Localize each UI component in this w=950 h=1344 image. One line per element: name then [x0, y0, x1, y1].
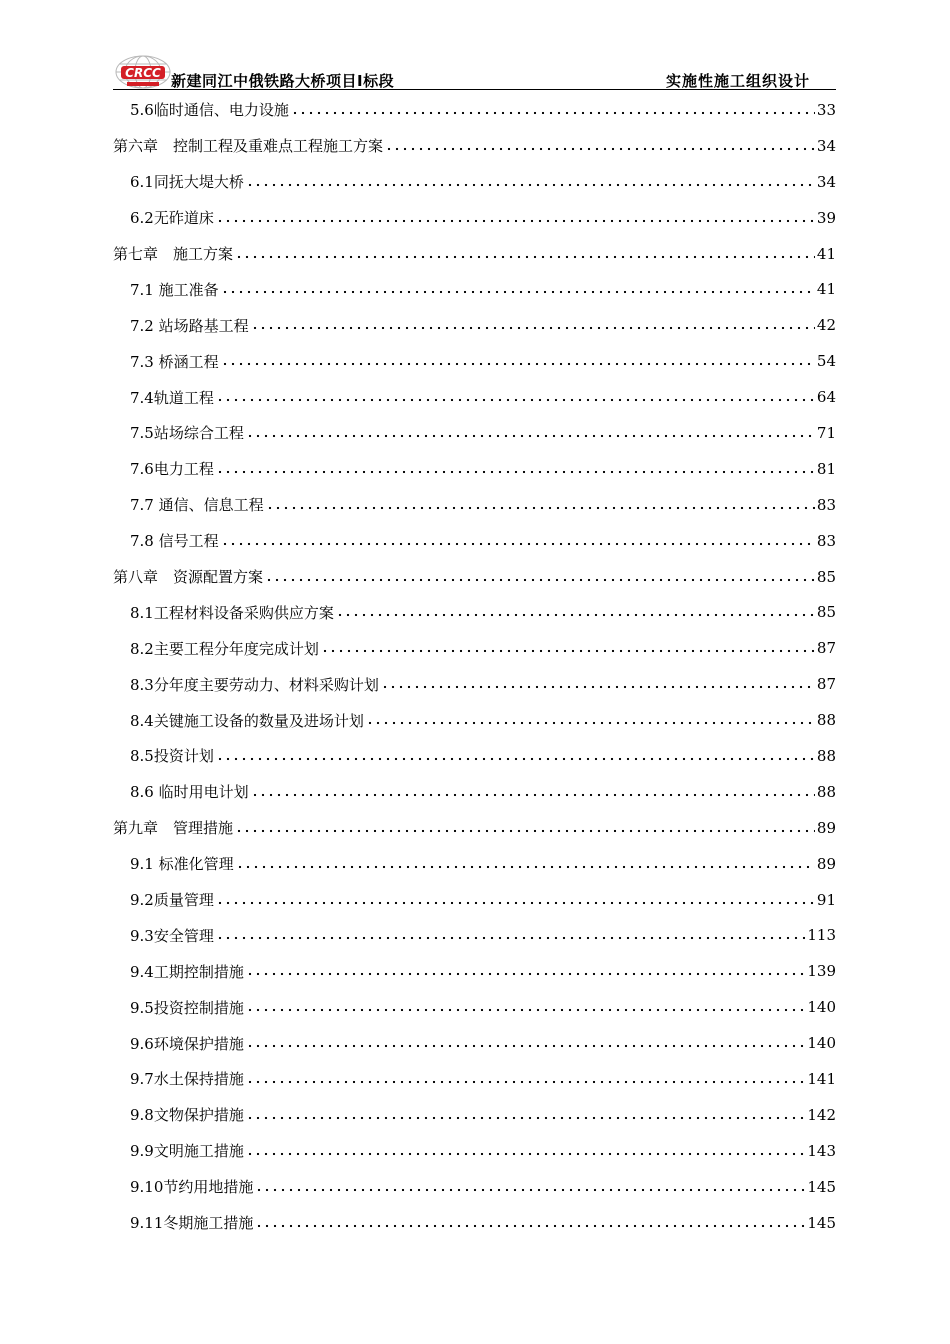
toc-page-number: 71 — [816, 423, 836, 442]
toc-dot-leader — [216, 751, 815, 761]
toc-page-number: 39 — [816, 208, 836, 227]
toc-dot-leader — [291, 105, 815, 115]
toc-page-number: 34 — [816, 172, 836, 191]
toc-section-entry[interactable] — [113, 415, 836, 451]
toc-page-number: 33 — [816, 100, 836, 119]
toc-page-number: 140 — [807, 998, 836, 1017]
toc-section-entry[interactable] — [113, 1025, 836, 1061]
toc-section-entry[interactable] — [113, 1097, 836, 1133]
toc-dot-leader — [246, 1110, 806, 1120]
toc-section-entry[interactable] — [113, 774, 836, 810]
toc-chapter-entry[interactable] — [113, 810, 836, 846]
toc-page-number: 81 — [816, 459, 836, 478]
toc-section-entry[interactable] — [113, 1061, 836, 1097]
toc-entry-title: 8.4关键施工设备的数量及进场计划 — [130, 711, 364, 730]
toc-page-number: 89 — [816, 854, 836, 873]
toc-dot-leader — [246, 1002, 806, 1012]
toc-entry-title: 9.5投资控制措施 — [130, 998, 244, 1017]
toc-entry-title: 第九章 管理措施 — [113, 819, 234, 838]
toc-page-number: 41 — [816, 244, 836, 263]
toc-dot-leader — [246, 1146, 806, 1156]
toc-page-number: 85 — [816, 603, 836, 622]
toc-entry-title: 7.5站场综合工程 — [130, 424, 244, 443]
toc-entry-title: 9.8文物保护措施 — [130, 1106, 244, 1125]
toc-entry-title: 9.9文明施工措施 — [130, 1142, 244, 1161]
toc-entry-title: 7.2 站场路基工程 — [130, 316, 249, 335]
toc-dot-leader — [246, 1074, 806, 1084]
toc-dot-leader — [246, 966, 806, 976]
toc-page-number: 88 — [816, 711, 836, 730]
toc-page-number: 87 — [816, 675, 836, 694]
toc-section-entry[interactable] — [113, 487, 836, 523]
toc-entry-title: 8.3分年度主要劳动力、材料采购计划 — [130, 675, 379, 694]
toc-dot-leader — [216, 213, 815, 223]
toc-chapter-entry[interactable] — [113, 236, 836, 272]
toc-entry-title: 9.7水土保持措施 — [130, 1070, 244, 1089]
toc-entry-title: 7.8 信号工程 — [130, 532, 219, 551]
toc-dot-leader — [366, 715, 815, 725]
table-of-contents — [113, 92, 836, 1241]
document-title: 实施性施工组织设计 — [665, 72, 810, 90]
toc-page-number: 87 — [816, 639, 836, 658]
toc-dot-leader — [246, 177, 815, 187]
toc-dot-leader — [216, 392, 815, 402]
header-divider — [113, 89, 836, 90]
toc-section-entry[interactable] — [113, 882, 836, 918]
toc-page-number: 141 — [807, 1069, 836, 1088]
toc-dot-leader — [216, 464, 815, 474]
toc-section-entry[interactable] — [113, 307, 836, 343]
toc-page-number: 83 — [816, 495, 836, 514]
toc-section-entry[interactable] — [113, 271, 836, 307]
toc-section-entry[interactable] — [113, 630, 836, 666]
toc-section-entry[interactable] — [113, 523, 836, 559]
toc-entry-title: 9.1 标准化管理 — [130, 855, 234, 874]
toc-entry-title: 9.3安全管理 — [130, 926, 214, 945]
toc-entry-title: 8.1工程材料设备采购供应方案 — [130, 603, 334, 622]
toc-chapter-entry[interactable] — [113, 559, 836, 595]
toc-entry-title: 6.1同抚大堤大桥 — [130, 173, 244, 192]
toc-dot-leader — [385, 141, 815, 151]
toc-page-number: 113 — [807, 926, 836, 945]
toc-entry-title: 8.6 临时用电计划 — [130, 783, 249, 802]
toc-page-number: 88 — [816, 746, 836, 765]
toc-entry-title: 8.2主要工程分年度完成计划 — [130, 639, 319, 658]
toc-dot-leader — [235, 823, 815, 833]
toc-page-number: 54 — [816, 352, 836, 371]
toc-dot-leader — [236, 859, 815, 869]
toc-page-number: 145 — [807, 1213, 836, 1232]
toc-section-entry[interactable] — [113, 200, 836, 236]
toc-page-number: 143 — [807, 1141, 836, 1160]
toc-page-number: 85 — [816, 567, 836, 586]
toc-entry-title: 9.10节约用地措施 — [130, 1178, 254, 1197]
toc-page-number: 142 — [807, 1105, 836, 1124]
toc-dot-leader — [251, 787, 815, 797]
toc-dot-leader — [255, 1218, 805, 1228]
toc-dot-leader — [381, 679, 815, 689]
toc-page-number: 145 — [807, 1177, 836, 1196]
toc-dot-leader — [255, 1182, 805, 1192]
toc-page-number: 89 — [816, 818, 836, 837]
project-title: 新建同江中俄铁路大桥项目Ⅰ标段 — [171, 72, 395, 90]
toc-section-entry[interactable] — [113, 1205, 836, 1241]
page-header — [113, 52, 836, 90]
toc-page-number: 42 — [816, 316, 836, 335]
toc-entry-title: 第八章 资源配置方案 — [113, 568, 264, 587]
toc-entry-title: 7.4轨道工程 — [130, 388, 214, 407]
toc-dot-leader — [265, 572, 815, 582]
toc-entry-title: 9.6环境保护措施 — [130, 1034, 244, 1053]
toc-dot-leader — [221, 536, 815, 546]
toc-section-entry[interactable] — [113, 917, 836, 953]
crcc-logo — [113, 52, 175, 92]
toc-page-number: 34 — [816, 136, 836, 155]
toc-section-entry[interactable] — [113, 92, 836, 128]
toc-section-entry[interactable] — [113, 1133, 836, 1169]
toc-dot-leader — [216, 930, 806, 940]
svg-text:CRCC: CRCC — [125, 66, 161, 80]
toc-entry-title: 9.4工期控制措施 — [130, 962, 244, 981]
toc-entry-title: 7.3 桥涵工程 — [130, 352, 219, 371]
toc-dot-leader — [266, 500, 815, 510]
toc-page-number: 91 — [816, 890, 836, 909]
toc-entry-title: 6.2无砟道床 — [130, 209, 214, 228]
toc-entry-title: 7.7 通信、信息工程 — [130, 496, 264, 515]
toc-dot-leader — [336, 607, 815, 617]
toc-dot-leader — [221, 284, 815, 294]
toc-page-number: 41 — [816, 280, 836, 299]
toc-section-entry[interactable] — [113, 738, 836, 774]
toc-dot-leader — [235, 249, 815, 259]
toc-section-entry[interactable] — [113, 451, 836, 487]
toc-section-entry[interactable] — [113, 702, 836, 738]
toc-section-entry[interactable] — [113, 953, 836, 989]
toc-dot-leader — [246, 1038, 806, 1048]
toc-section-entry[interactable] — [113, 1169, 836, 1205]
toc-section-entry[interactable] — [113, 989, 836, 1025]
toc-page-number: 64 — [816, 388, 836, 407]
toc-section-entry[interactable] — [113, 379, 836, 415]
toc-entry-title: 7.1 施工准备 — [130, 280, 219, 299]
toc-entry-title: 第六章 控制工程及重难点工程施工方案 — [113, 137, 384, 156]
toc-dot-leader — [221, 356, 815, 366]
toc-page-number: 139 — [807, 962, 836, 981]
toc-entry-title: 8.5投资计划 — [130, 747, 214, 766]
toc-page-number: 83 — [816, 531, 836, 550]
toc-dot-leader — [321, 643, 815, 653]
toc-dot-leader — [216, 895, 815, 905]
toc-page-number: 140 — [807, 1034, 836, 1053]
toc-chapter-entry[interactable] — [113, 128, 836, 164]
toc-dot-leader — [251, 320, 815, 330]
toc-entry-title: 7.6电力工程 — [130, 460, 214, 479]
toc-entry-title: 第七章 施工方案 — [113, 245, 234, 263]
toc-page-number: 88 — [816, 782, 836, 801]
toc-section-entry[interactable] — [113, 164, 836, 200]
toc-entry-title: 5.6临时通信、电力设施 — [130, 101, 289, 120]
toc-section-entry[interactable] — [113, 666, 836, 702]
toc-section-entry[interactable] — [113, 343, 836, 379]
toc-section-entry[interactable] — [113, 594, 836, 630]
toc-dot-leader — [246, 428, 815, 438]
toc-section-entry[interactable] — [113, 846, 836, 882]
toc-entry-title: 9.2质量管理 — [130, 891, 214, 910]
toc-entry-title: 9.11冬期施工措施 — [130, 1214, 254, 1233]
